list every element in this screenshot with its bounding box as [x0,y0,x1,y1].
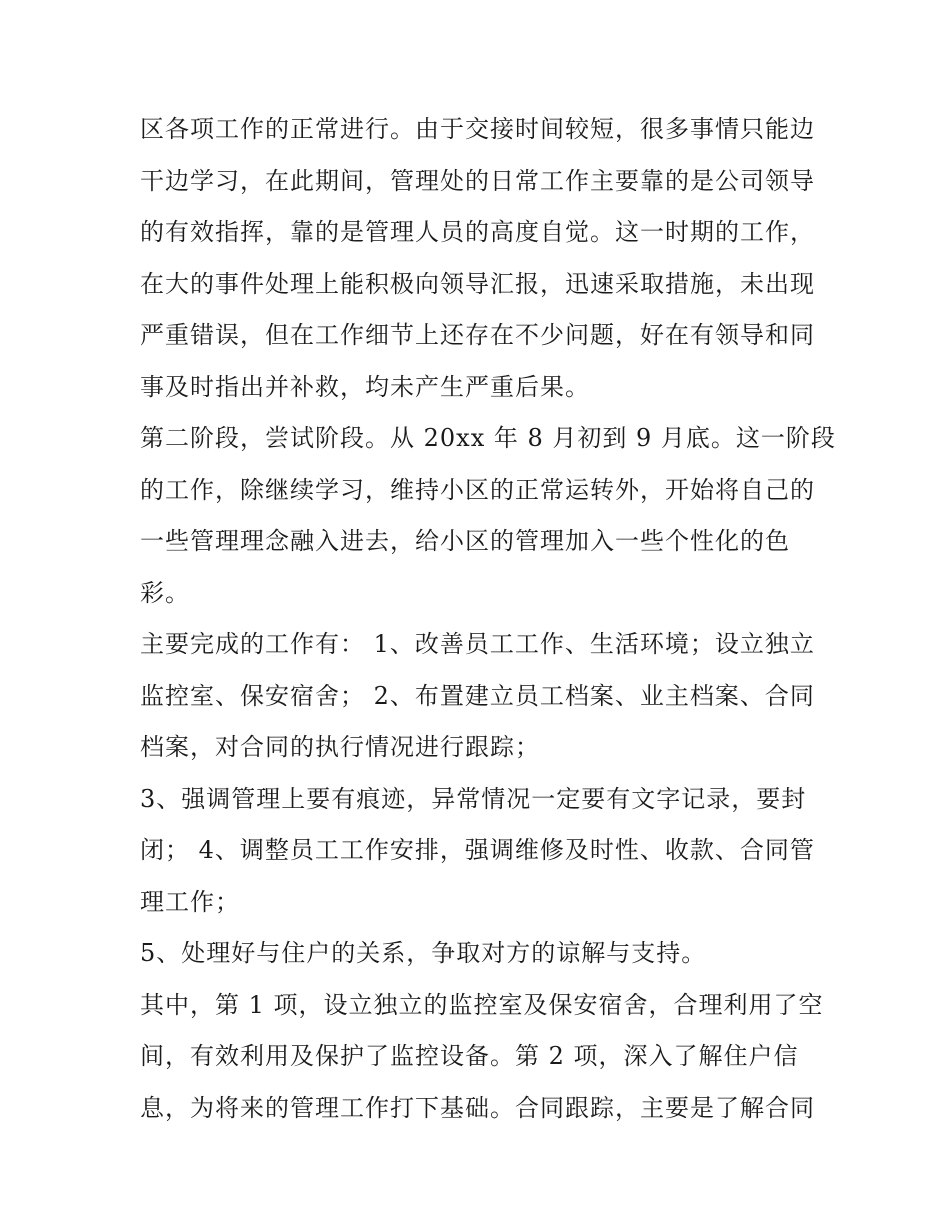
text-line-2: 干边学习，在此期间，管理处的日常工作主要靠的是公司领导 [140,166,815,195]
text-line-4: 在大的事件处理上能积极向领导汇报，迅速采取措施，未出现 [140,269,815,298]
text-line-6: 事及时指出并补救，均未产生严重后果。 [140,372,590,401]
text-line-19: 间，有效利用及保护了监控设备。第 2 项，深入了解住户信 [140,1042,799,1070]
text-line-3: 的有效指挥，靠的是管理人员的高度自觉。这一时期的工作， [140,218,815,246]
text-line-12: 监控室、保安宿舍； 2、布置建立员工档案、业主档案、合同 [140,681,815,710]
text-line-5: 严重错误，但在工作细节上还存在不少问题，好在有领导和同 [140,321,815,349]
text-line-13: 档案，对合同的执行情况进行跟踪； [140,733,540,761]
text-line-11: 主要完成的工作有： 1、改善员工工作、生活环境；设立独立 [140,630,815,658]
body-text [140,104,836,1134]
text-line-10: 彩。 [140,578,190,607]
text-line-7: 第二阶段，尝试阶段。从 20xx 年 8 月初到 9 月底。这一阶段 [140,424,836,452]
text-line-15: 闭； 4、调整员工工作安排，强调维修及时性、收款、合同管 [140,836,815,864]
text-line-14: 3、强调管理上要有痕迹，异常情况一定要有文字记录，要封 [140,784,807,813]
text-line-18: 其中，第 1 项，设立独立的监控室及保安宿舍，合理利用了空 [140,990,824,1019]
text-line-17: 5、处理好与住户的关系，争取对方的谅解与支持。 [140,939,707,967]
text-line-1: 区各项工作的正常进行。由于交接时间较短，很多事情只能边 [140,115,815,143]
text-line-9: 一些管理理念融入进去，给小区的管理加入一些个性化的色 [140,527,790,555]
text-line-20: 息，为将来的管理工作打下基础。合同跟踪，主要是了解合同 [140,1093,815,1122]
text-line-8: 的工作，除继续学习，维持小区的正常运转外，开始将自己的 [140,475,815,504]
text-line-16: 理工作； [140,887,240,916]
